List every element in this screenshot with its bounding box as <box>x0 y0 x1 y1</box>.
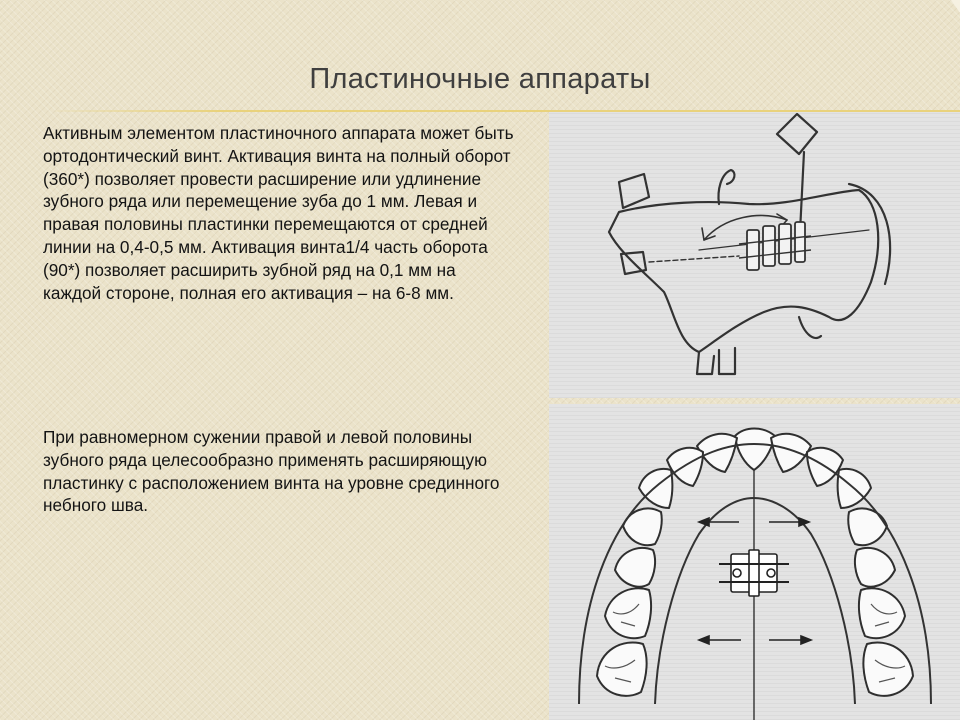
arch-drawing <box>549 404 960 720</box>
plate-outline <box>609 190 878 352</box>
key-shaft <box>649 256 739 262</box>
tooth-molar <box>859 588 905 638</box>
slide-title: Пластиночные аппараты <box>309 63 651 95</box>
screw-body <box>747 222 805 270</box>
plate-leg <box>697 352 714 374</box>
paragraph-screw-activation: Активным элементом пластиночного аппарата может быть ортодонтический винт. Активация винта на полный оборот (360*) позволяет провести расширение или удлинение зубного ряда или перемещение зуба до 1 мм. Левая и правая половины пластинки перемещаются от средней линии на 0,4-0,5 мм. Активация винта1/4 часть оборота (90*) позволяет расширить зубной ряд на 0,1 мм на каждой стороне, полная его активация – на 6-8 мм. <box>43 123 514 303</box>
plate-inner-border <box>655 498 855 704</box>
tooth-premolar <box>855 548 895 587</box>
tooth-molar <box>605 588 651 638</box>
tooth-canine <box>639 469 672 508</box>
key-grip <box>777 114 817 154</box>
expansion-screw <box>719 550 789 596</box>
retainer-wire <box>719 170 735 204</box>
tooth-premolar <box>623 508 662 545</box>
left-stub <box>619 174 649 208</box>
tooth-incisor <box>735 429 775 471</box>
plate-leg-right <box>719 348 735 374</box>
tooth-incisor <box>771 434 811 472</box>
bottom-wire <box>799 317 821 338</box>
paragraph-expansion-plate: При равномерном сужении правой и левой половины зубного ряда целесообразно применять расширяющую пластинку с расположением винта на уровне срединного небного шва. <box>43 427 500 516</box>
tooth-molar <box>597 642 647 695</box>
tooth-premolar <box>615 548 655 587</box>
dental-arch-illustration <box>549 404 960 720</box>
tooth-molar <box>863 642 913 695</box>
plate-drawing <box>549 112 960 398</box>
plate-with-screw-illustration <box>549 112 960 398</box>
tooth-premolar <box>848 508 887 545</box>
